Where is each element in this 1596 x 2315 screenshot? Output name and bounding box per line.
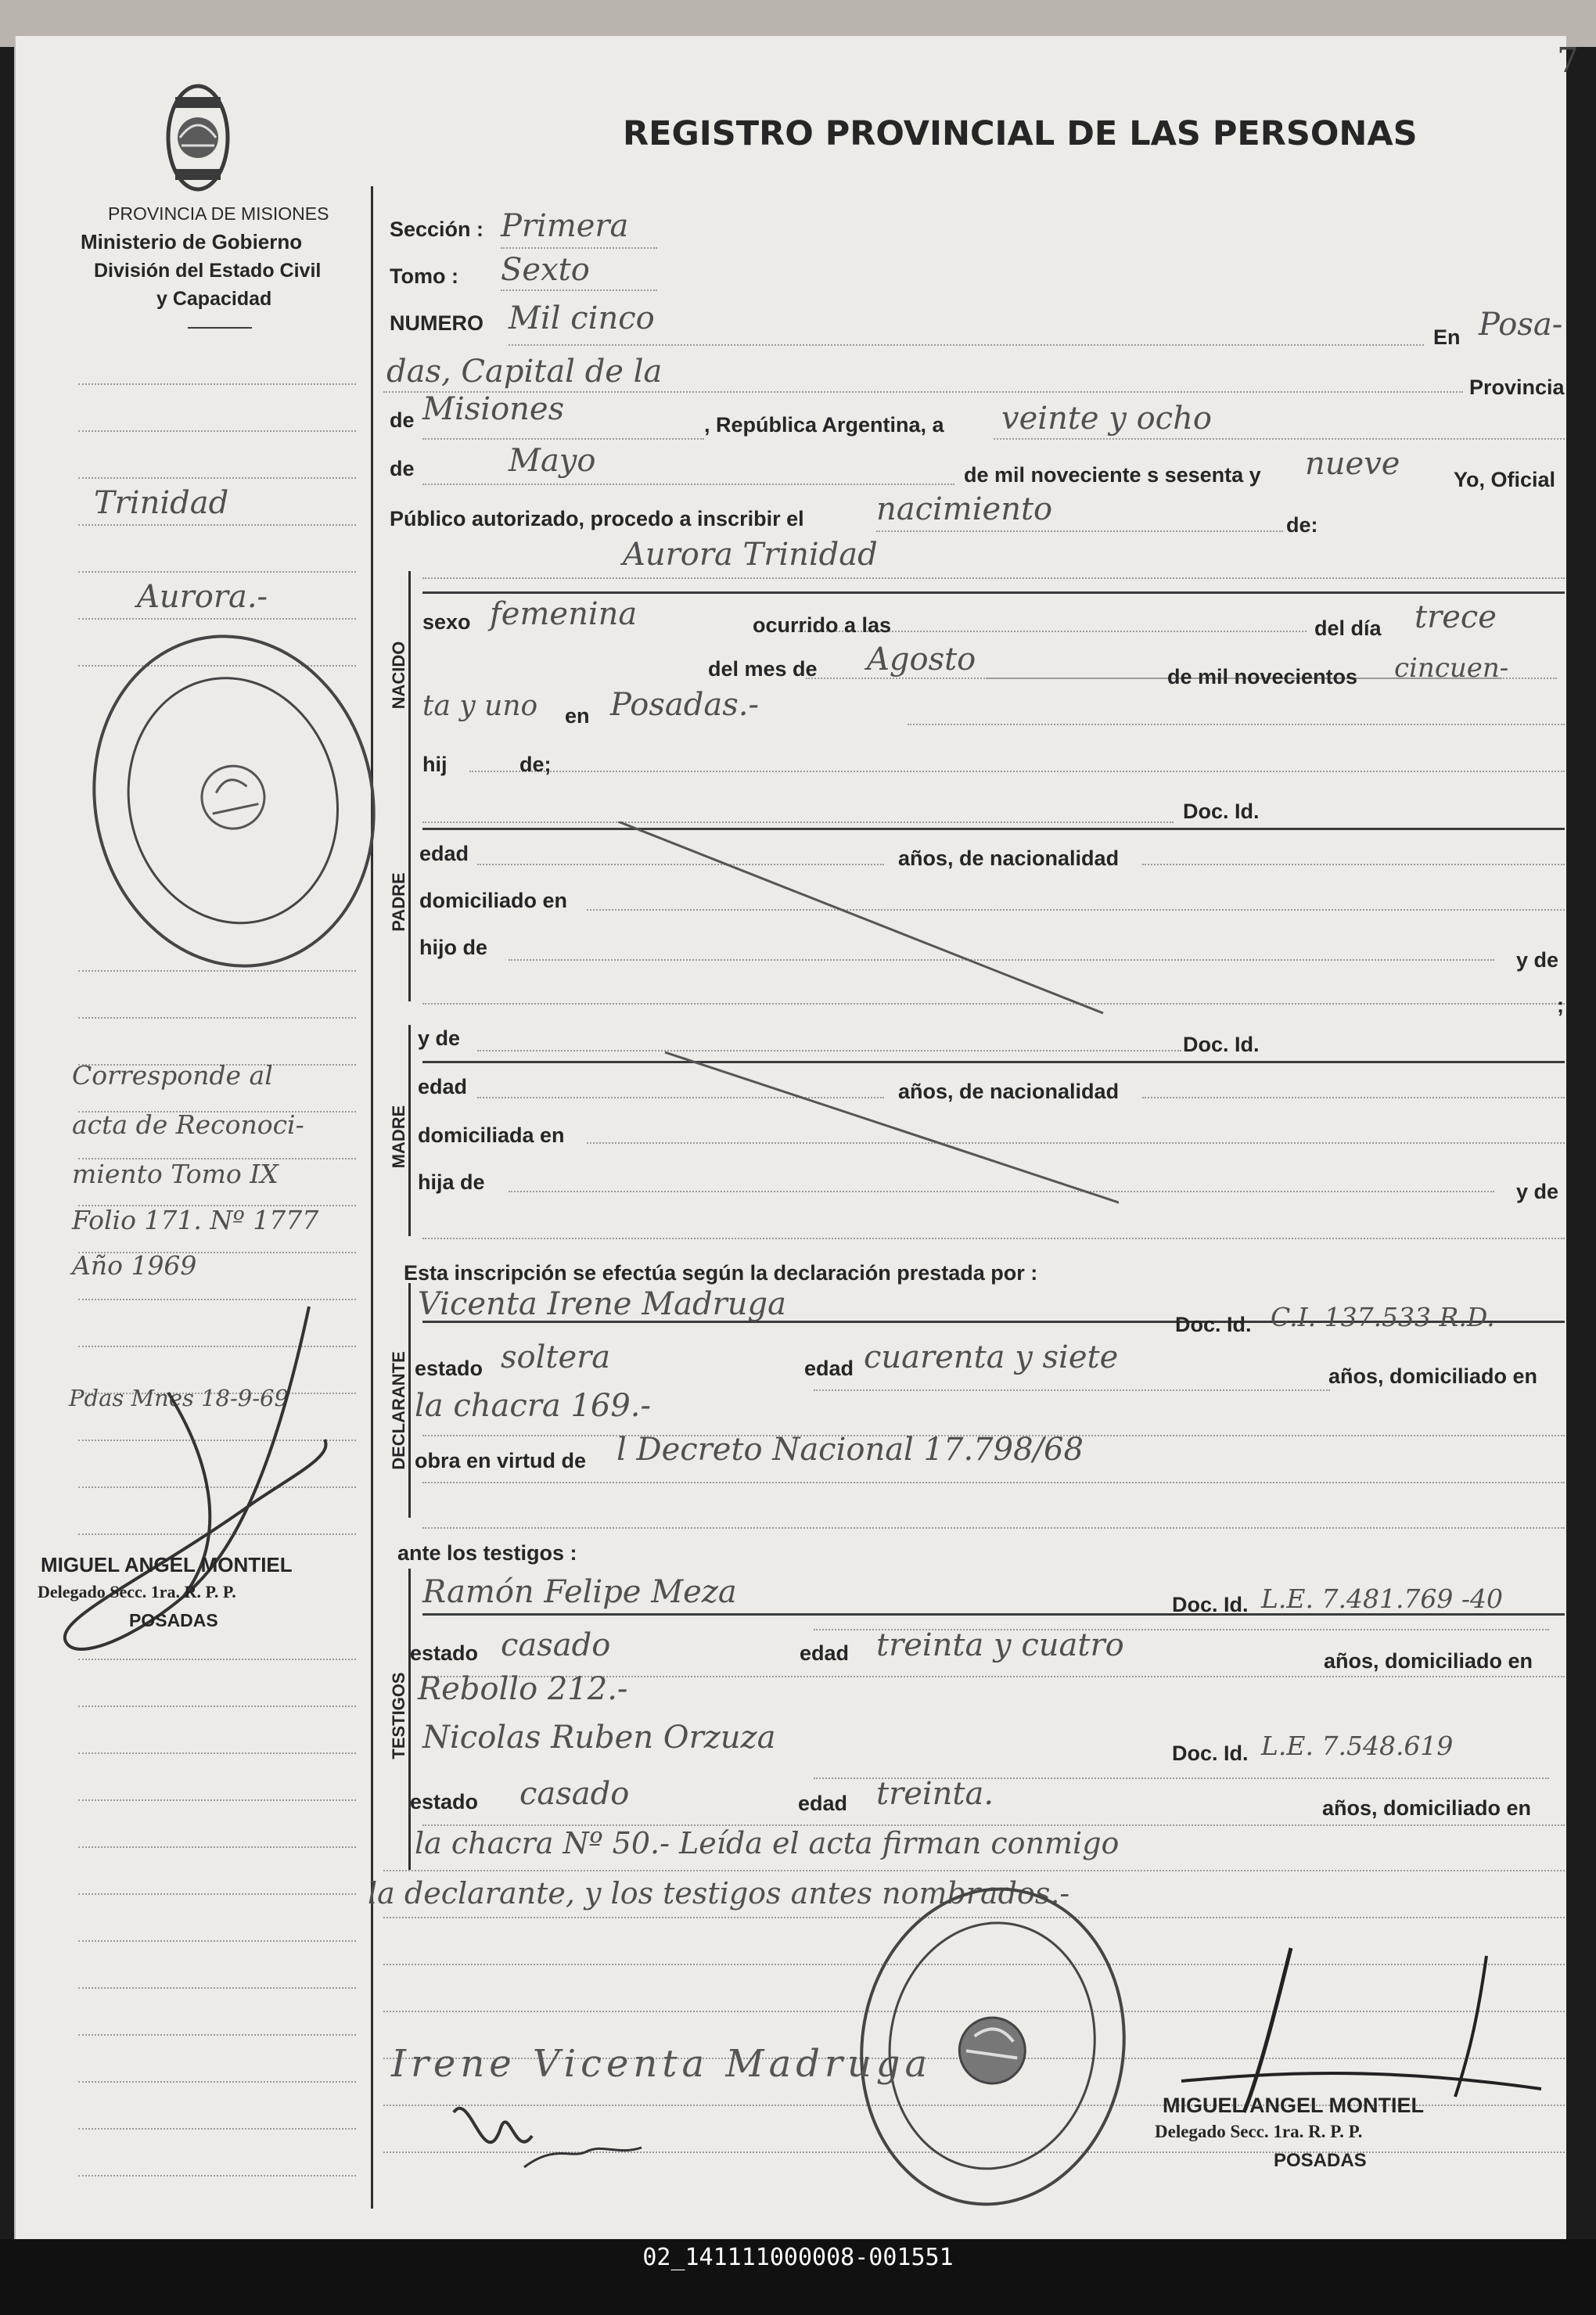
header-divider xyxy=(188,327,252,329)
dia-value: trece xyxy=(1414,599,1497,635)
margin-note-1: Corresponde al xyxy=(72,1060,273,1091)
margin-given-name: Aurora.- xyxy=(137,579,268,615)
testigo-1-name: Ramón Felipe Meza xyxy=(422,1574,737,1610)
declarante-doc-label: Doc. Id. xyxy=(1175,1313,1252,1336)
city-value: das, Capital de la xyxy=(386,354,663,390)
declarante-domicilio-value: la chacra 169.- xyxy=(415,1388,652,1424)
del-dia-label: del día xyxy=(1314,616,1382,640)
testigo-1-estado-label: estado xyxy=(410,1641,479,1665)
madre-yde-label: y de xyxy=(418,1026,461,1050)
numero-label: NUMERO xyxy=(390,311,483,335)
declarante-edad-value: cuarenta y siete xyxy=(864,1339,1119,1375)
margin-official-role: Delegado Secc. 1ra. R. P. P. xyxy=(38,1582,236,1601)
declarante-estado-label: estado xyxy=(415,1357,483,1380)
padre-domicilio-label: domiciliado en xyxy=(419,889,568,912)
testigo-2-doc-label: Doc. Id. xyxy=(1172,1742,1249,1765)
page-number: 7 xyxy=(1557,41,1579,81)
margin-note-5: Año 1969 xyxy=(72,1250,197,1281)
division-line-1: División del Estado Civil xyxy=(94,260,322,282)
margin-official-city: POSADAS xyxy=(129,1610,218,1630)
testigo-1-doc-label: Doc. Id. xyxy=(1172,1593,1249,1616)
sexo-label: sexo xyxy=(422,610,471,634)
padre-edad-label: edad xyxy=(419,842,469,865)
numero-value: Mil cinco xyxy=(509,300,655,336)
day-value: veinte y ocho xyxy=(1001,401,1212,437)
testigos-section-label: TESTIGOS xyxy=(389,1672,408,1760)
padre-section-label: PADRE xyxy=(389,872,408,932)
seccion-label: Sección : xyxy=(390,217,484,241)
official-role: Delegado Secc. 1ra. R. P. P. xyxy=(1155,2122,1363,2141)
tomo-value: Sexto xyxy=(501,252,590,288)
testigo-1-domicilio-value: Rebollo 212.- xyxy=(418,1671,628,1707)
document-title: REGISTRO PROVINCIAL DE LAS PERSONAS xyxy=(623,114,1418,153)
madre-section-label: MADRE xyxy=(389,1105,408,1169)
en-label: En xyxy=(1433,325,1461,349)
province-seal-icon xyxy=(164,81,232,196)
obra-value: l Decreto Nacional 17.798/68 xyxy=(616,1432,1084,1468)
file-id-footer: 02_141111000008-001551 xyxy=(0,2239,1596,2315)
year-label: de mil noveciente s sesenta y xyxy=(964,463,1261,487)
testigo-1-doc-value: L.E. 7.481.769 -40 xyxy=(1261,1583,1504,1614)
ocurrido-label: ocurrido a las xyxy=(753,613,892,637)
margin-note-2: acta de Reconoci- xyxy=(72,1109,304,1140)
madre-nacionalidad-label: años, de nacionalidad xyxy=(898,1080,1120,1103)
declarante-name: Vicenta Irene Madruga xyxy=(418,1286,786,1322)
lugar-value: Posadas.- xyxy=(610,687,759,723)
declaracion-intro: Esta inscripción se efectúa según la declaración prestada por : xyxy=(404,1261,1038,1285)
name-value: Aurora Trinidad xyxy=(623,537,878,573)
mil-label: de mil novecientos xyxy=(1167,665,1358,688)
declarante-edad-label: edad xyxy=(804,1357,854,1380)
margin-official-name: MIGUEL ANGEL MONTIEL xyxy=(41,1553,293,1576)
testigo-2-estado-value: casado xyxy=(519,1776,630,1812)
anio-value: cincuen- xyxy=(1394,652,1509,684)
de-label: de xyxy=(390,408,415,432)
testigo-1-domicilio-label: años, domiciliado en xyxy=(1324,1649,1533,1673)
anio-cont: ta y uno xyxy=(422,690,538,722)
nacido-en-label: en xyxy=(565,704,590,728)
padre-nacionalidad-label: años, de nacionalidad xyxy=(898,847,1120,870)
province-value: Misiones xyxy=(422,391,565,427)
provincia-label: Provincia xyxy=(1469,376,1565,399)
year-value: nueve xyxy=(1305,446,1400,482)
official-label: Yo, Oficial xyxy=(1454,468,1556,491)
padre-doc-label: Doc. Id. xyxy=(1183,800,1260,823)
official-city: POSADAS xyxy=(1274,2150,1367,2171)
testigo-1-edad-label: edad xyxy=(800,1641,850,1665)
testigo-2-estado-label: estado xyxy=(410,1790,479,1814)
declarante-doc-value: C.I. 137.533 R.D. xyxy=(1271,1302,1495,1332)
madre-hija-label: hija de xyxy=(418,1170,485,1194)
declarante-domicilio-label: años, domiciliado en xyxy=(1328,1364,1538,1388)
declarant-signature: Irene Vicenta Madruga xyxy=(391,2042,933,2086)
madre-edad-label: edad xyxy=(418,1075,468,1098)
sexo-value: femenina xyxy=(490,596,638,632)
padre-semicolon: ; xyxy=(1557,994,1564,1017)
del-mes-label: del mes de xyxy=(708,657,818,681)
republica-label: , República Argentina, a xyxy=(704,413,944,437)
month-value: Mayo xyxy=(509,443,596,479)
declarante-section-label: DECLARANTE xyxy=(389,1351,408,1470)
ministry-name: Ministerio de Gobierno xyxy=(81,230,303,253)
de-label-2: de xyxy=(390,457,415,480)
declarante-estado-value: soltera xyxy=(501,1339,611,1375)
witness-signatures xyxy=(438,2081,673,2191)
hij-de-label: de; xyxy=(519,753,552,776)
obra-label: obra en virtud de xyxy=(415,1449,587,1472)
publico-label: Público autorizado, procedo a inscribir el xyxy=(390,507,804,530)
margin-surname: Trinidad xyxy=(94,485,229,521)
testigo-2-name: Nicolas Ruben Orzuza xyxy=(422,1720,776,1756)
margin-note-3: miento Tomo IX xyxy=(72,1159,279,1189)
acta-type: nacimiento xyxy=(876,491,1053,527)
en-value: Posa- xyxy=(1479,307,1563,343)
padre-hijo-label: hijo de xyxy=(419,936,487,959)
madre-domicilio-label: domiciliada en xyxy=(418,1123,565,1147)
margin-stamp-emblem-icon xyxy=(182,746,284,848)
testigo-2-doc-value: L.E. 7.548.619 xyxy=(1261,1731,1454,1761)
padre-cancel-line xyxy=(618,821,1119,1213)
de-label-3: de: xyxy=(1286,513,1318,537)
margin-date-note: Pdas Mnes 18-9-69 xyxy=(69,1385,289,1411)
province-name: PROVINCIA DE MISIONES xyxy=(108,203,329,224)
testigo-2-domicilio-label: años, domiciliado en xyxy=(1322,1796,1532,1820)
testigo-2-domicilio-value: la chacra Nº 50.- Leída el acta firman conmigo xyxy=(415,1826,1120,1860)
tomo-label: Tomo : xyxy=(390,264,458,288)
testigo-2-edad-value: treinta. xyxy=(876,1776,994,1812)
official-name: MIGUEL ANGEL MONTIEL xyxy=(1163,2094,1425,2117)
margin-note-4: Folio 171. Nº 1777 xyxy=(72,1205,319,1235)
division-line-2: y Capacidad xyxy=(156,288,272,310)
testigo-2-edad-label: edad xyxy=(798,1792,848,1815)
madre-doc-label: Doc. Id. xyxy=(1183,1033,1260,1056)
nacido-top-line xyxy=(422,591,1565,594)
hij-label: hij xyxy=(422,753,448,776)
nacido-section-label: NACIDO xyxy=(389,641,408,710)
testigos-intro: ante los testigos : xyxy=(397,1541,577,1565)
closing-text: la declarante, y los testigos antes nombrados.- xyxy=(368,1876,1070,1911)
mes-value: Agosto xyxy=(867,642,976,678)
delegation-stamp-emblem-icon xyxy=(944,2002,1041,2099)
testigo-1-edad-value: treinta y cuatro xyxy=(876,1627,1124,1663)
seccion-value: Primera xyxy=(501,208,629,244)
madre-yde-label-2: y de xyxy=(1516,1180,1559,1203)
padre-yde-label: y de xyxy=(1516,948,1559,972)
testigo-1-estado-value: casado xyxy=(501,1627,611,1663)
